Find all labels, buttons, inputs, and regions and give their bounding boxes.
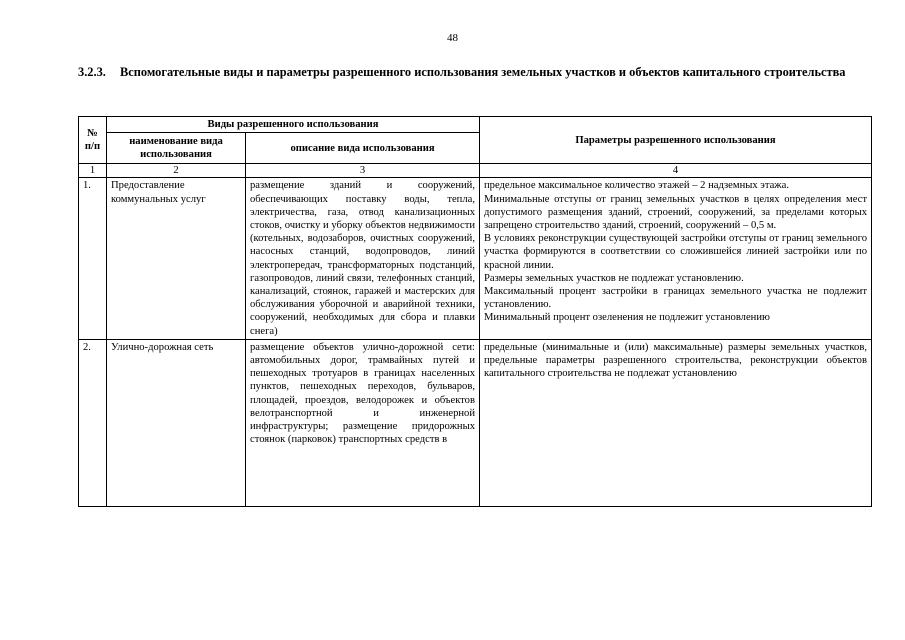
table-row — [79, 178, 872, 339]
parameter-paragraph: предельные (минимальные и (или) максимальные) размеры земельных участков, предельные параметры разрешенного строительства, реконструкции объектов капитального строительства не подлежат установлению — [484, 341, 867, 380]
section-title: Вспомогательные виды и параметры разрешенного использования земельных участков и объектов капитального строительства — [120, 65, 846, 79]
use-description: размещение зданий и сооружений, обеспечивающих поставку воды, тепла, электричества, газа, отвод канализационных стоков, очистку и уборку объектов недвижимости (котельных, водозаборов, очистных сооружений, насосных станций, водопроводов, линий электропередач, трансформаторных подстанций, газопроводов, линий связи, телефонных станций, канализаций, стоянок, гаражей и мастерских для обслуживания уборочной и аварийной техники, сооружений, необходимых для сбора и плавки снега) — [246, 178, 480, 339]
parameter-paragraph: Размеры земельных участков не подлежат установлению. — [484, 272, 744, 284]
use-description — [246, 339, 480, 506]
row-number: 2. — [79, 339, 107, 506]
header-use-name: наименование вида использования — [107, 133, 246, 164]
table-header-row — [79, 117, 872, 133]
row-number: 1. — [79, 178, 107, 339]
permitted-use-table — [78, 116, 872, 507]
use-parameters — [480, 339, 872, 506]
section-number: 3.2.3. — [78, 65, 106, 79]
column-index: 1 — [79, 164, 107, 178]
parameter-paragraph: Максимальный процент застройки в границах земельного участка не подлежит установлению. — [484, 286, 867, 311]
use-name: Предоставление коммунальных услуг — [107, 178, 246, 339]
column-index-row — [79, 164, 872, 178]
header-use-description: описание вида использования — [246, 133, 480, 164]
parameter-paragraph: В условиях реконструкции существующей застройки отступы от границ земельного участка формируются в соответствии со сложившейся линией застройки или по красной линии. — [484, 233, 867, 271]
parameter-paragraph: Минимальный процент озеленения не подлежит установлению — [484, 312, 770, 324]
column-index: 4 — [480, 164, 872, 178]
column-index: 3 — [246, 164, 480, 178]
parameter-paragraph: предельное максимальное количество этажей – 2 надземных этажа. — [484, 180, 789, 192]
use-parameters — [480, 178, 872, 339]
column-index: 2 — [107, 164, 246, 178]
parameter-paragraph: Минимальные отступы от границ земельных участков в целях определения мест допустимого размещения зданий, строений, сооружений, за пределами которых запрещено строительство зданий, строений, сооружений – 0,5 м. — [484, 193, 867, 232]
page-number: 48 — [447, 32, 458, 44]
table-row — [79, 339, 872, 506]
section-heading — [78, 64, 868, 80]
header-params: Параметры разрешенного использования — [480, 117, 872, 164]
header-num: № п/п — [79, 117, 107, 164]
use-description-text: размещение объектов улично-дорожной сети: автомобильных дорог, трамвайных путей и пешеходных тротуаров в границах населенных пунктов, пешеходных переходов, бульваров, площадей, проездов, велодорожек и объектов велотранспортной и инженерной инфраструктуры; размещение придорожных стоянок (парковок) транспортных средств в — [250, 341, 475, 446]
header-use-types: Виды разрешенного использования — [107, 117, 480, 133]
use-name: Улично-дорожная сеть — [107, 339, 246, 506]
